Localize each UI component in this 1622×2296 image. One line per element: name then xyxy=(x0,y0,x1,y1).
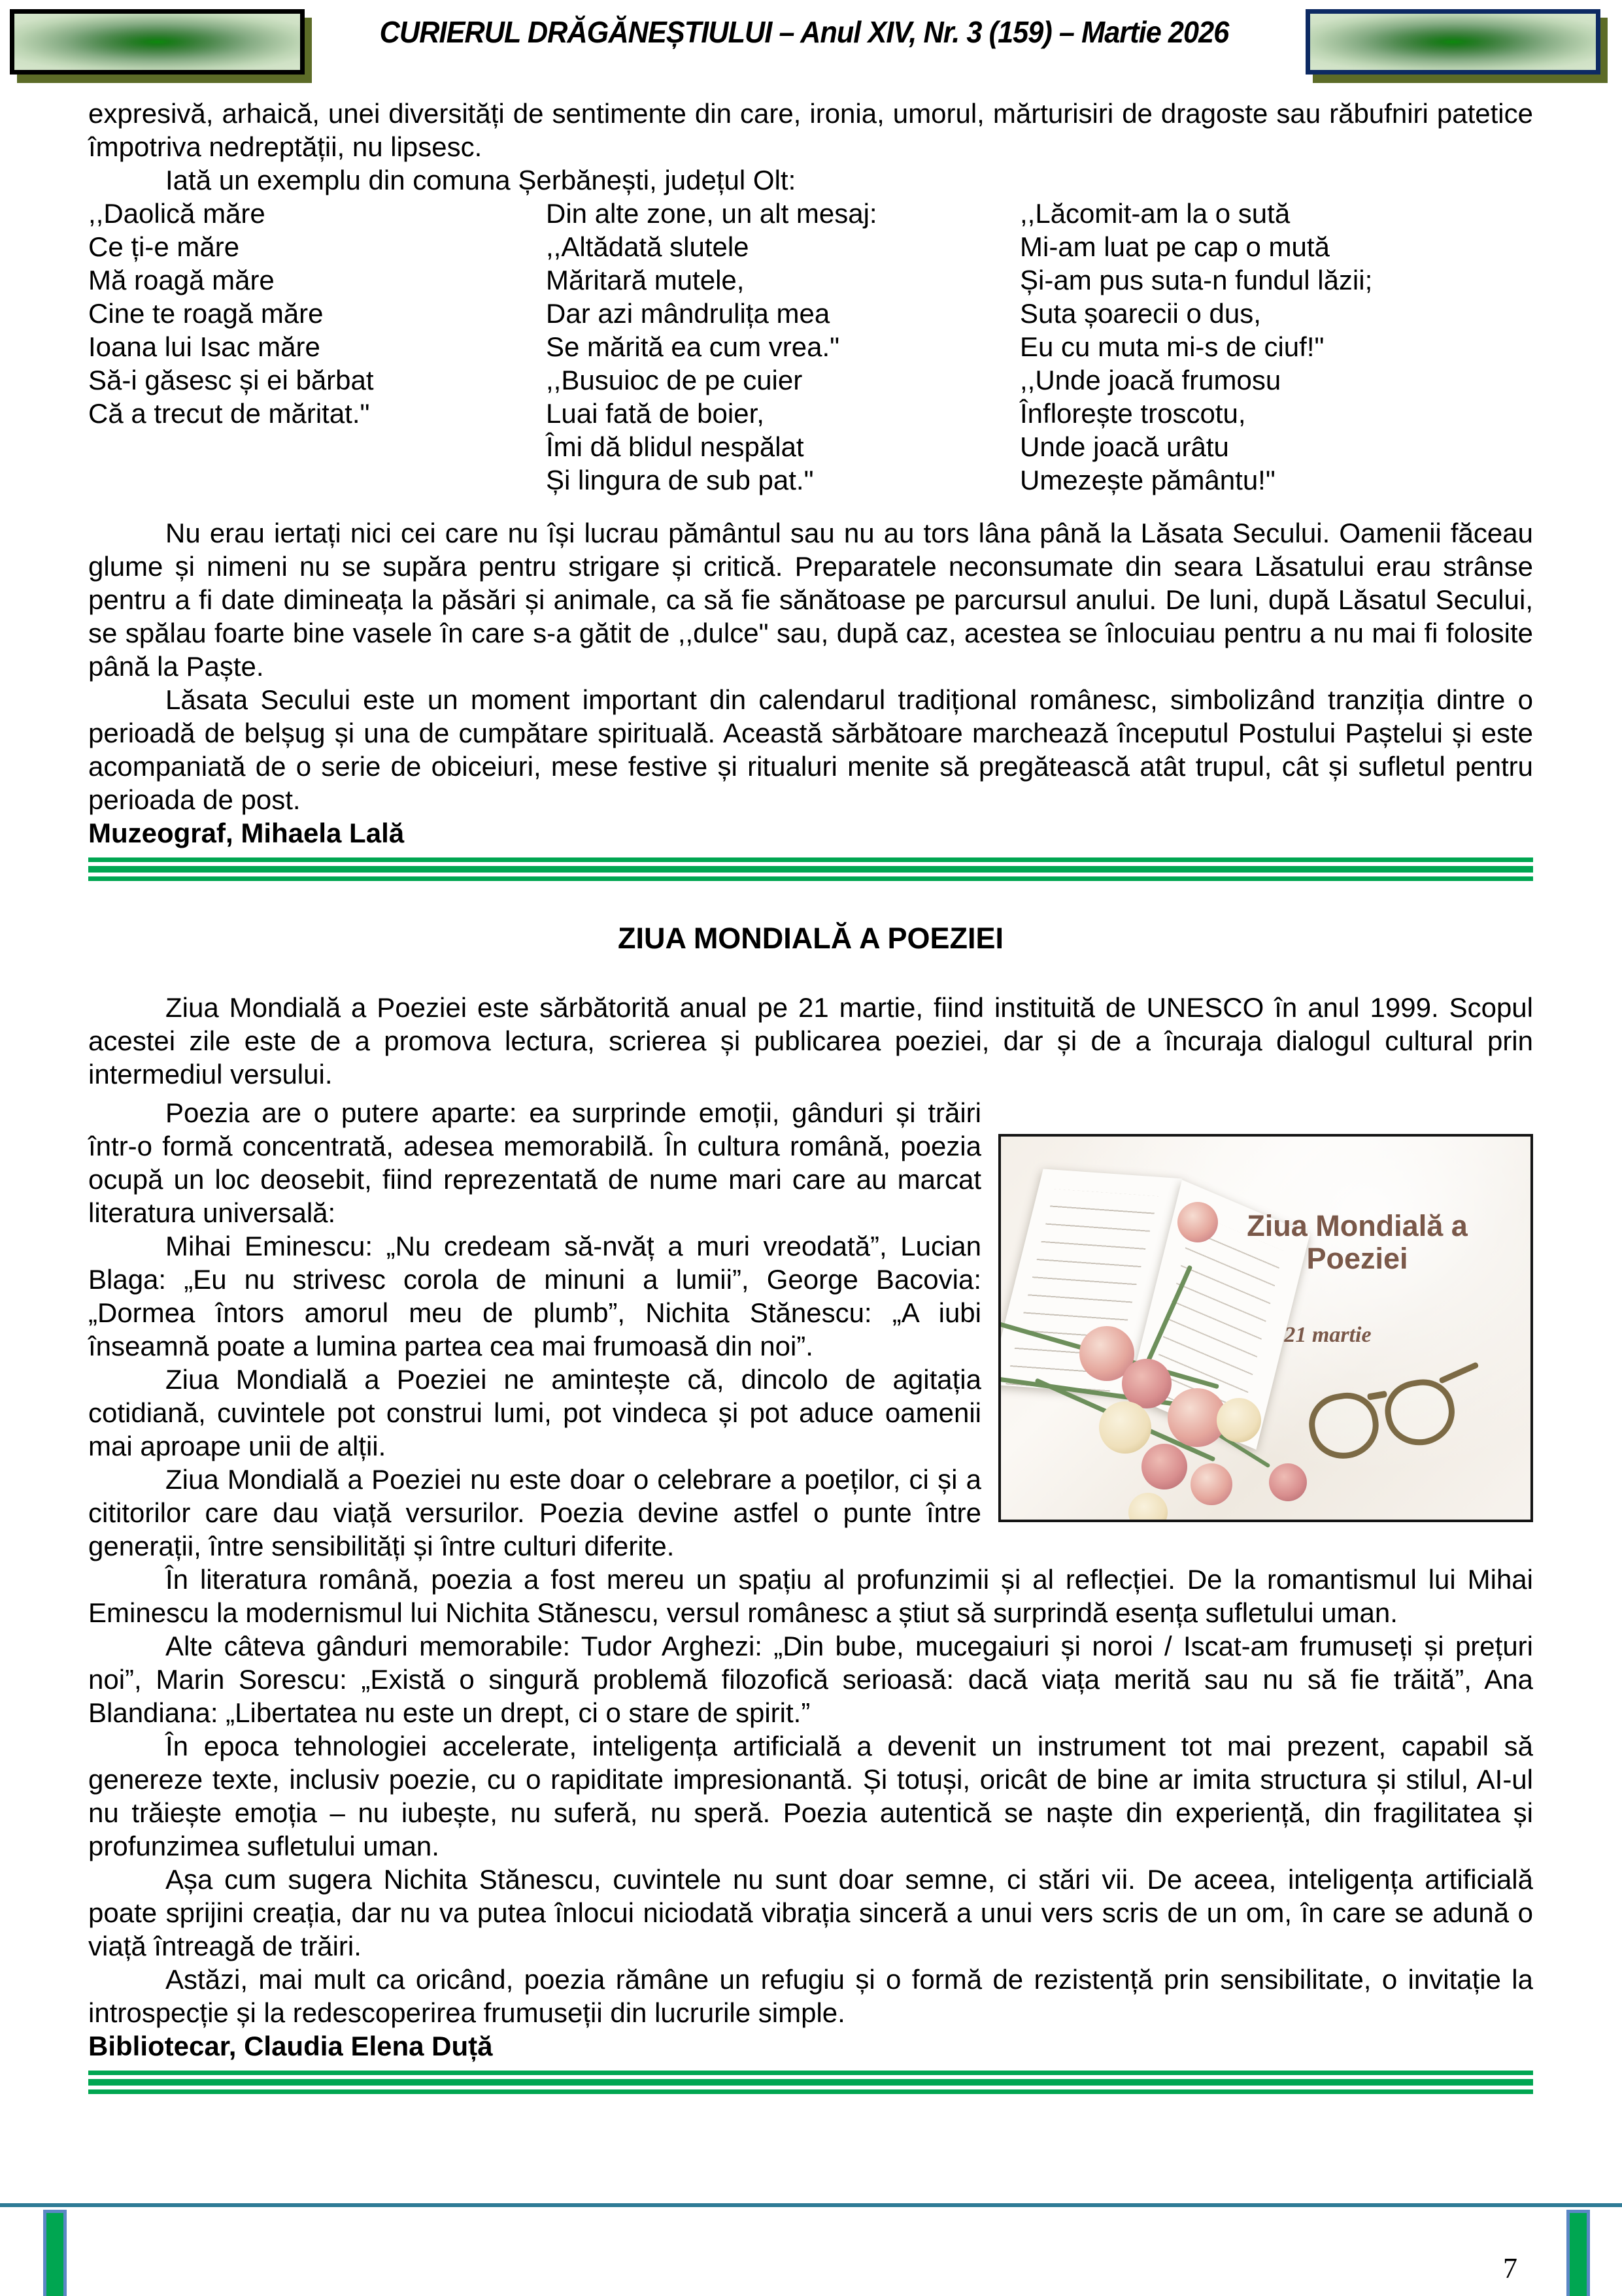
verse-line: Și lingura de sub pat." xyxy=(546,465,814,495)
newsletter-masthead-title: CURIERUL DRĂGĂNEȘTIULUI – Anul XIV, Nr. 3 (159) – Martie 2026 xyxy=(379,15,1229,49)
article1-paragraph-customs: Nu erau iertați nici cei care nu își lucrau pământul sau nu au tors lâna până la Lăsata Secului. Oamenii făceau glume și nimeni nu se supăra pentru strigare și critică. Preparatele neconsumate din seara Lăsatului erau strânse pentru a fi date dimineața la păsări și animale, ca să fie sănătoase pe parcursul anului. De luni, după Lăsatul Secului, se spălau foarte bine vasele în care s-a gătit de ,,dulce" sau, după caz, acestea se înlocuiau pentru a nu mai fi folosite până la Paște. xyxy=(88,518,1533,682)
verse-line: Ce ți-e măre xyxy=(88,231,240,262)
verse-line: Umezește pământu!" xyxy=(1020,465,1276,495)
footer-decorative-bar-left xyxy=(43,2210,67,2296)
divider-stripe xyxy=(88,2089,1533,2094)
photo-caption-title: Ziua Mondială a Poeziei xyxy=(1247,1209,1468,1275)
article1-signature: Muzeograf, Mihaela Lală xyxy=(88,818,405,848)
rose-flower xyxy=(1217,1398,1261,1442)
verse-line: Ioana lui Isac măre xyxy=(88,331,320,362)
verse-line: ,,Altădată slutele xyxy=(546,231,749,262)
verse-line: Să-i găsesc și ei bărbat xyxy=(88,365,374,395)
verse-line: Se mărită ea cum vrea." xyxy=(546,331,840,362)
footer-decorative-bar-right xyxy=(1566,2210,1590,2296)
article2-paragraph-power: Poezia are o putere aparte: ea surprinde emoții, gânduri și trăiri într-o formă concentrată, adesea memorabilă. În cultura română, poezia ocupă un loc deosebit, fiind reprezentată de nume mari care au marcat literatura universală: xyxy=(88,1097,981,1228)
divider-stripe xyxy=(88,2071,1533,2075)
article1-intro-paragraph: expresivă, arhaică, unei diversități de sentimente din care, ironia, umorul, mărturisiri de dragoste sau răbufniri patetice împotriva nedreptății, nu lipsesc. xyxy=(88,98,1533,162)
article2-wrap-section xyxy=(88,1096,1533,1563)
page-content xyxy=(88,86,1533,2094)
spacer xyxy=(88,497,1533,516)
article2-paragraph-quotes2: Alte câteva gânduri memorabile: Tudor Arghezi: „Din bube, mucegaiuri și noroi / Iscat-am frumuseți și prețuri noi”, Marin Sorescu: „Există o singură problemă filozofică serioasă: dacă viața merită sau nu să fie trăită”, Ana Blandiana: „Libertatea nu este un drept, ci o stare de spirit.” xyxy=(88,1631,1533,1728)
verse-line: Și-am pus suta-n fundul lăzii; xyxy=(1020,265,1373,295)
article2-paragraph-literature: În literatura română, poezia a fost mereu un spațiu al profunzimii și al reflecției. De la romantismul lui Mihai Eminescu la modernismul lui Nichita Stănescu, versul românesc a știut să surprindă esența sufletului uman. xyxy=(88,1564,1533,1628)
verse-line: Eu cu muta mi-s de ciuf!" xyxy=(1020,331,1325,362)
rose-flower xyxy=(1269,1463,1307,1501)
header-decorative-box-left xyxy=(10,9,305,75)
verse-line: ,,Daolică măre xyxy=(88,198,265,229)
article2-paragraph-ai: În epoca tehnologiei accelerate, inteligența artificială a devenit un instrument tot mai prezent, capabil să genereze texte, inclusiv poezie, cu o rapiditate impresionantă. Și totuși, oricât de bine ar imita structura și stilul, AI-ul nu trăiește emoția – nu iubește, nu suferă, nu speră. Poezia autentică se naște din experiență, din fragilitatea și profunzimea sufletului uman. xyxy=(88,1731,1533,1861)
photo-caption-date: 21 martie xyxy=(1284,1323,1372,1347)
divider-stripe xyxy=(88,866,1533,873)
verse-column-3 xyxy=(1020,197,1533,497)
article2-paragraph-stanescu: Așa cum sugera Nichita Stănescu, cuvintele nu sunt doar semne, ci stări vii. De aceea, inteligența artificială poate sprijini creația, dar nu va putea înlocui niciodată vibrația sinceră a unui vers scris de un om, în care se adună o viață întreagă de trăiri. xyxy=(88,1864,1533,1961)
article2-paragraph-reminder: Ziua Mondială a Poeziei ne amintește că, dincolo de agitația cotidiană, cuvintele pot construi lumi, pot vindeca și pot aduce oamenii mai aproape unii de alții. xyxy=(88,1364,981,1461)
verse-column-2 xyxy=(546,197,1020,497)
verse-line: Suta șoarecii o dus, xyxy=(1020,298,1261,329)
spacer xyxy=(88,1091,1533,1096)
article2-paragraph-refuge: Astăzi, mai mult ca oricând, poezia rămâne un refugiu și o formă de rezistență prin sensibilitate, o invitație la introspecție și la redescoperirea frumuseții din lucrurile simple. xyxy=(88,1964,1533,2028)
divider-stripe xyxy=(88,857,1533,862)
verse-line: Dar azi mândrulița mea xyxy=(546,298,830,329)
divider-stripe xyxy=(88,876,1533,881)
verse-line: Îmi dă blidul nespălat xyxy=(546,431,804,462)
eyeglass-temple xyxy=(1438,1361,1479,1384)
verse-column-1 xyxy=(88,197,546,497)
verse-line: Din alte zone, un alt mesaj: xyxy=(546,198,877,229)
rose-flower xyxy=(1128,1493,1168,1522)
verse-line: ,,Unde joacă frumosu xyxy=(1020,365,1281,395)
article1-paragraph-meaning: Lăsata Secului este un moment important din calendarul tradițional românesc, simbolizând tranziția dintre o perioadă de belșug și una de cumpătare spirituală. Această sărbătoare marchează începutul Postului Paștelui și este acompaniată de o serie de obiceiuri, mese festive și ritualuri menite să pregătească atât trupul, cât și sufletul pentru perioada de post. xyxy=(88,684,1533,815)
header-decorative-box-right xyxy=(1306,9,1600,75)
verse-line: ,,Busuioc de pe cuier xyxy=(546,365,803,395)
rose-flower xyxy=(1099,1401,1151,1454)
open-book-illustration xyxy=(998,1157,1319,1459)
rose-flower xyxy=(1191,1463,1232,1505)
verse-line: Unde joacă urâtu xyxy=(1020,431,1229,462)
verse-line: Măritară mutele, xyxy=(546,265,745,295)
eyeglass-bridge xyxy=(1367,1391,1387,1401)
eyeglass-lens xyxy=(1380,1374,1460,1451)
article2-paragraph-quotes1: Mihai Eminescu: „Nu credeam să-nvăț a muri vreodată”, Lucian Blaga: „Eu nu strivesc corola de minuni a lumii”, George Bacovia: „Dormea întors amorul meu de plumb”, Nichita Stănescu: „A iubi înseamnă poate a lumina partea cea mai frumoasă din noi”. xyxy=(88,1231,981,1361)
verse-line: Cine te roagă măre xyxy=(88,298,324,329)
article2-signature: Bibliotecar, Claudia Elena Duță xyxy=(88,2031,493,2061)
article2-paragraph-celebration: Ziua Mondială a Poeziei nu este doar o celebrare a poeților, ci și a cititorilor care dau viață versurilor. Poezia devine astfel o punte între generații, între sensibilități și între culturi diferite. xyxy=(88,1464,981,1561)
verse-line: Luai fată de boier, xyxy=(546,398,764,429)
divider-stripe xyxy=(88,2079,1533,2086)
article2-paragraph-unesco: Ziua Mondială a Poeziei este sărbătorită anual pe 21 martie, fiind instituită de UNESCO în anul 1999. Scopul acestei zile este de a promova lectura, scrierea și publicarea poeziei, dar și de a încuraja dialogul cultural prin intermediul versului. xyxy=(88,992,1533,1090)
rose-flower xyxy=(1141,1444,1187,1489)
article1-example-lead: Iată un exemplu din comuna Șerbănești, județul Olt: xyxy=(165,165,796,195)
section-divider-green-stripes xyxy=(88,857,1533,881)
verse-line: Mă roagă măre xyxy=(88,265,275,295)
verse-line: Că a trecut de măritat." xyxy=(88,398,370,429)
newsletter-header xyxy=(0,0,1622,86)
footer-teal-rule xyxy=(0,2203,1622,2207)
folk-verse-columns xyxy=(88,197,1533,497)
verse-line: Înflorește troscotu, xyxy=(1020,398,1246,429)
section-divider-green-stripes xyxy=(88,2071,1533,2094)
verse-line: ,,Lăcomit-am la o sută xyxy=(1020,198,1291,229)
page-number: 7 xyxy=(1503,2252,1517,2284)
verse-line: Mi-am luat pe cap o mută xyxy=(1020,231,1330,262)
article2-title: ZIUA MONDIALĂ A POEZIEI xyxy=(618,922,1004,955)
eyeglasses-illustration xyxy=(1303,1367,1464,1464)
poetry-day-photo xyxy=(998,1134,1533,1522)
